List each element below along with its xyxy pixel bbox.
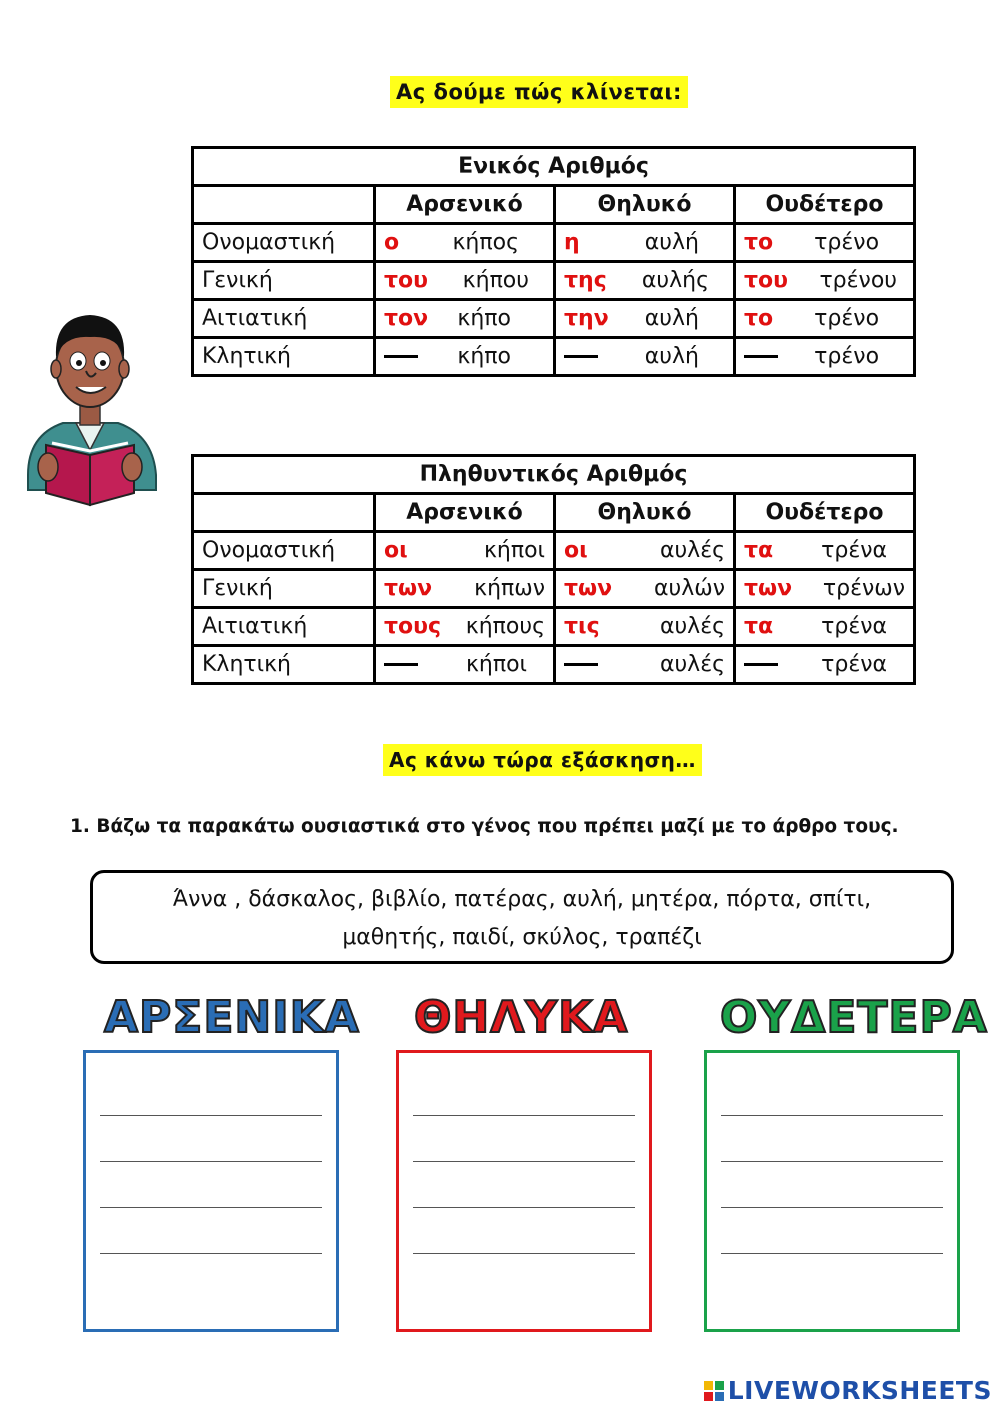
liveworksheets-logo <box>704 1376 992 1405</box>
table-cell <box>735 532 915 570</box>
table-cell <box>375 224 555 262</box>
word-bank <box>90 870 954 964</box>
answer-line[interactable] <box>413 1115 635 1116</box>
noun: τρένο <box>814 344 880 369</box>
answer-line[interactable] <box>413 1253 635 1254</box>
gender-header: Ουδέτερο <box>735 494 915 532</box>
table-cell <box>555 224 735 262</box>
case-label: Γενική <box>193 570 375 608</box>
feminine-answer-box <box>396 1050 652 1332</box>
gender-header: Αρσενικό <box>375 494 555 532</box>
noun: αυλής <box>641 268 709 293</box>
case-label: Ονομαστική <box>193 532 375 570</box>
article: τους <box>384 614 442 639</box>
noun: αυλή <box>644 344 699 369</box>
dash-mark <box>564 663 598 666</box>
table-cell <box>555 262 735 300</box>
noun: κήπο <box>457 306 511 331</box>
table-cell <box>555 338 735 376</box>
article: τα <box>744 538 774 563</box>
article: οι <box>384 538 408 563</box>
plural-table <box>191 454 916 685</box>
heading-practice: Ας κάνω τώρα εξάσκηση… <box>383 744 702 776</box>
dash-mark <box>564 355 598 358</box>
article: τα <box>744 614 774 639</box>
table-cell <box>555 300 735 338</box>
table-cell <box>375 532 555 570</box>
logo-text: LIVEWORKSHEETS <box>727 1376 992 1405</box>
neuter-answer-box <box>704 1050 960 1332</box>
masculine-answer-box <box>83 1050 339 1332</box>
article: της <box>564 268 607 293</box>
table-cell <box>735 646 915 684</box>
case-label: Κλητική <box>193 646 375 684</box>
neuter-title: ΟΥΔΕΤΕΡΑ <box>720 992 988 1043</box>
noun: κήποι <box>483 538 545 563</box>
answer-line[interactable] <box>721 1253 943 1254</box>
dash-mark <box>384 663 418 666</box>
article: το <box>744 306 774 331</box>
gender-header: Θηλυκό <box>555 494 735 532</box>
empty-header-cell <box>193 186 375 224</box>
case-label: Γενική <box>193 262 375 300</box>
noun: κήποι <box>465 652 527 677</box>
table-title: Πληθυντικός Αριθμός <box>193 456 915 494</box>
noun: αυλές <box>659 538 725 563</box>
noun: τρένων <box>822 576 906 601</box>
article: τον <box>384 306 429 331</box>
word-bank-line: μαθητής, παιδί, σκύλος, τραπέζι <box>342 925 702 950</box>
boy-reading-illustration <box>18 305 163 510</box>
answer-line[interactable] <box>100 1207 322 1208</box>
table-cell <box>735 338 915 376</box>
article: των <box>384 576 433 601</box>
dash-mark <box>744 663 778 666</box>
table-cell <box>375 262 555 300</box>
word-bank-line: Άννα , δάσκαλος, βιβλίο, πατέρας, αυλή, μητέρα, πόρτα, σπίτι, <box>172 887 872 912</box>
table-cell <box>375 646 555 684</box>
article: την <box>564 306 609 331</box>
exercise-instruction: 1. Βάζω τα παρακάτω ουσιαστικά στο γένος που πρέπει μαζί με το άρθρο τους. <box>70 816 899 837</box>
table-cell <box>375 338 555 376</box>
article: τις <box>564 614 600 639</box>
noun: τρένο <box>814 230 880 255</box>
noun: αυλή <box>644 306 699 331</box>
table-cell <box>735 570 915 608</box>
case-label: Ονομαστική <box>193 224 375 262</box>
noun: τρένα <box>821 614 888 639</box>
gender-header: Αρσενικό <box>375 186 555 224</box>
answer-line[interactable] <box>721 1115 943 1116</box>
masculine-title: ΑΡΣΕΝΙΚΑ <box>104 992 360 1043</box>
dash-mark <box>744 355 778 358</box>
noun: τρένο <box>814 306 880 331</box>
singular-table <box>191 146 916 377</box>
table-cell <box>375 608 555 646</box>
heading-decline: Ας δούμε πώς κλίνεται: <box>390 76 688 108</box>
table-cell <box>375 300 555 338</box>
answer-line[interactable] <box>100 1115 322 1116</box>
noun: κήπους <box>465 614 545 639</box>
table-cell <box>735 608 915 646</box>
table-cell <box>555 570 735 608</box>
table-cell <box>735 300 915 338</box>
case-label: Αιτιατική <box>193 608 375 646</box>
article: του <box>384 268 429 293</box>
noun: κήπων <box>474 576 545 601</box>
noun: τρένου <box>819 268 898 293</box>
article: οι <box>564 538 588 563</box>
table-cell <box>555 646 735 684</box>
article: των <box>744 576 793 601</box>
feminine-title: ΘΗΛΥΚΑ <box>414 992 629 1043</box>
article: ο <box>384 230 400 255</box>
table-title: Ενικός Αριθμός <box>193 148 915 186</box>
noun: αυλές <box>659 614 725 639</box>
dash-mark <box>384 355 418 358</box>
noun: αυλή <box>644 230 699 255</box>
table-cell <box>555 532 735 570</box>
answer-line[interactable] <box>100 1161 322 1162</box>
answer-line[interactable] <box>721 1207 943 1208</box>
answer-line[interactable] <box>100 1253 322 1254</box>
article: του <box>744 268 789 293</box>
case-label: Αιτιατική <box>193 300 375 338</box>
logo-icon <box>704 1381 724 1401</box>
answer-line[interactable] <box>721 1161 943 1162</box>
answer-line[interactable] <box>413 1161 635 1162</box>
noun: κήπος <box>452 230 519 255</box>
noun: κήπου <box>462 268 529 293</box>
article: το <box>744 230 774 255</box>
answer-line[interactable] <box>413 1207 635 1208</box>
table-cell <box>375 570 555 608</box>
article: η <box>564 230 580 255</box>
table-cell <box>735 262 915 300</box>
noun: κήπο <box>457 344 511 369</box>
noun: τρένα <box>821 652 888 677</box>
noun: αυλές <box>659 652 725 677</box>
empty-header-cell <box>193 494 375 532</box>
case-label: Κλητική <box>193 338 375 376</box>
noun: αυλών <box>654 576 725 601</box>
table-cell <box>555 608 735 646</box>
noun: τρένα <box>821 538 888 563</box>
table-cell <box>735 224 915 262</box>
article: των <box>564 576 613 601</box>
gender-header: Θηλυκό <box>555 186 735 224</box>
gender-header: Ουδέτερο <box>735 186 915 224</box>
